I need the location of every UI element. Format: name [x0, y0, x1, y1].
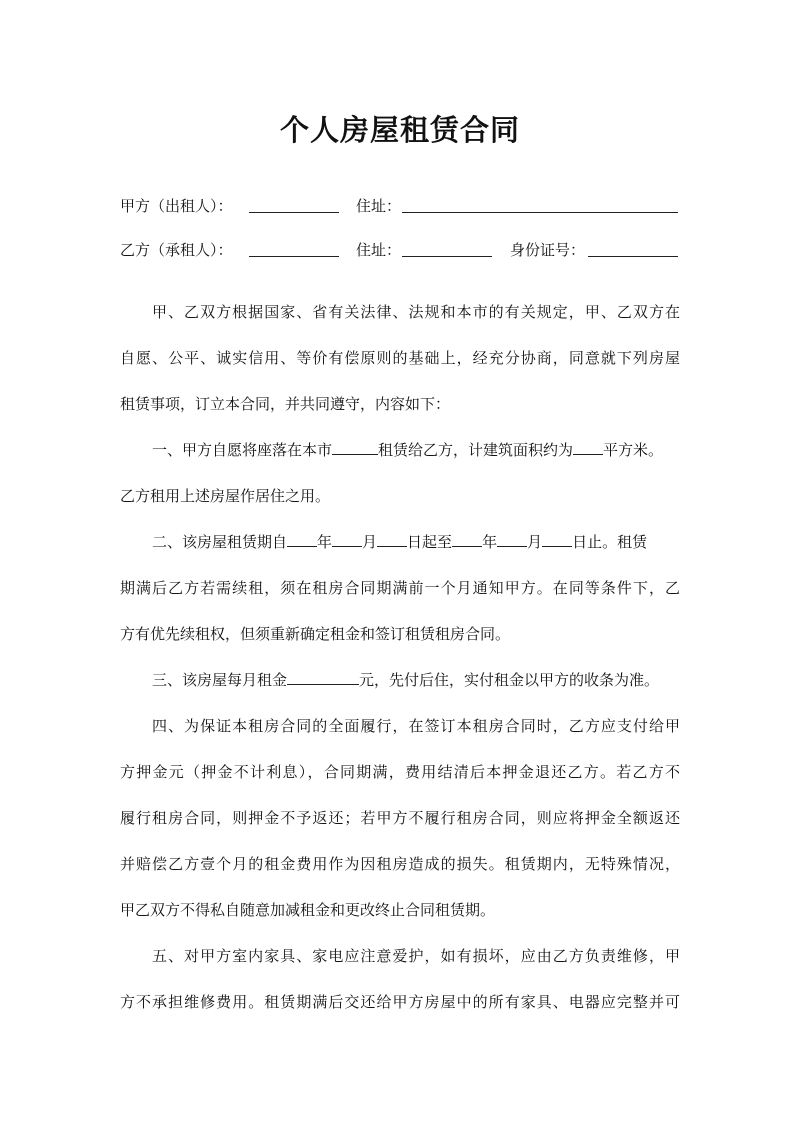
clause-2-line-1 — [152, 530, 680, 554]
area-blank — [573, 438, 603, 455]
clause-5-line-2: 方不承担维修费用。租赁期满后交还给甲方房屋中的所有家具、电器应完整并可 — [120, 993, 680, 1011]
clause-2-year-2: 年 — [482, 533, 498, 551]
clause-2-text-a: 二、该房屋租赁期自 — [152, 533, 288, 551]
clause-1-line-2: 乙方租用上述房屋作居住之用。 — [120, 487, 331, 505]
party-b-id-label: 身份证号： — [510, 241, 586, 259]
party-a-name-blank — [249, 212, 339, 213]
party-a-address-blank — [402, 212, 678, 213]
clause-2-day-from: 日起至 — [407, 533, 453, 551]
clause-4-line-4: 并赔偿乙方壹个月的租金费用作为因租房造成的损失。租赁期内，无特殊情况， — [120, 855, 680, 873]
clause-4-line-3: 履行租房合同，则押金不予返还；若甲方不履行租房合同，则应将押金全额返还 — [120, 809, 680, 827]
party-a-label: 甲方（出租人）： — [120, 197, 233, 215]
clause-2-day-to: 日止。租赁 — [572, 533, 648, 551]
clause-4-line-1: 四、为保证本租房合同的全面履行，在签订本租房合同时，乙方应支付给甲 — [152, 717, 680, 735]
clause-2-month-2: 月 — [527, 533, 543, 551]
end-month-blank — [497, 530, 527, 547]
intro-line-1: 甲、乙双方根据国家、省有关法律、法规和本市的有关规定，甲、乙双方在 — [152, 303, 680, 321]
clause-4-line-5: 甲乙双方不得私自随意加减租金和更改终止合同租赁期。 — [120, 901, 496, 919]
clause-2-month: 月 — [362, 533, 378, 551]
clause-1-text-c: 平方米。 — [603, 441, 664, 459]
party-b-address-blank — [402, 256, 492, 257]
start-month-blank — [332, 530, 362, 547]
start-year-blank — [287, 530, 317, 547]
clause-1-text-b: 租赁给乙方，计建筑面积约为 — [378, 441, 574, 459]
clause-1-line-1 — [152, 438, 680, 462]
party-a-address-label: 住址： — [356, 197, 402, 215]
clause-4-line-2: 方押金元（押金不计利息），合同期满，费用结清后本押金退还乙方。若乙方不 — [120, 763, 680, 781]
start-day-blank — [377, 530, 407, 547]
clause-2-year: 年 — [317, 533, 333, 551]
clause-1-text-a: 一、甲方自愿将座落在本市 — [152, 441, 333, 459]
party-b-label: 乙方（承租人）： — [120, 241, 233, 259]
clause-3-text-b: 元，先付后住，实付租金以甲方的收条为准。 — [359, 671, 660, 689]
clause-2-line-3: 方有优先续租权，但须重新确定租金和签订租赁租房合同。 — [120, 625, 511, 643]
party-b-address-label: 住址： — [356, 241, 402, 259]
location-blank — [332, 438, 378, 455]
clause-5-line-1: 五、对甲方室内家具、家电应注意爱护，如有损坏，应由乙方负责维修，甲 — [152, 947, 680, 965]
clause-3-text-a: 三、该房屋每月租金 — [152, 671, 288, 689]
rent-blank — [287, 668, 359, 685]
clause-2-line-2: 期满后乙方若需续租，须在租房合同期满前一个月通知甲方。在同等条件下，乙 — [120, 579, 680, 597]
page-title: 个人房屋租赁合同 — [279, 113, 520, 147]
party-b-id-blank — [588, 256, 678, 257]
end-year-blank — [452, 530, 482, 547]
party-b-name-blank — [249, 256, 339, 257]
intro-line-3: 租赁事项，订立本合同，并共同遵守，内容如下： — [120, 395, 451, 413]
intro-line-2: 自愿、公平、诚实信用、等价有偿原则的基础上，经充分协商，同意就下列房屋 — [120, 349, 680, 367]
party-b-row — [120, 238, 680, 262]
party-a-row — [120, 194, 680, 218]
end-day-blank — [542, 530, 572, 547]
clause-3-line-1 — [152, 668, 680, 692]
